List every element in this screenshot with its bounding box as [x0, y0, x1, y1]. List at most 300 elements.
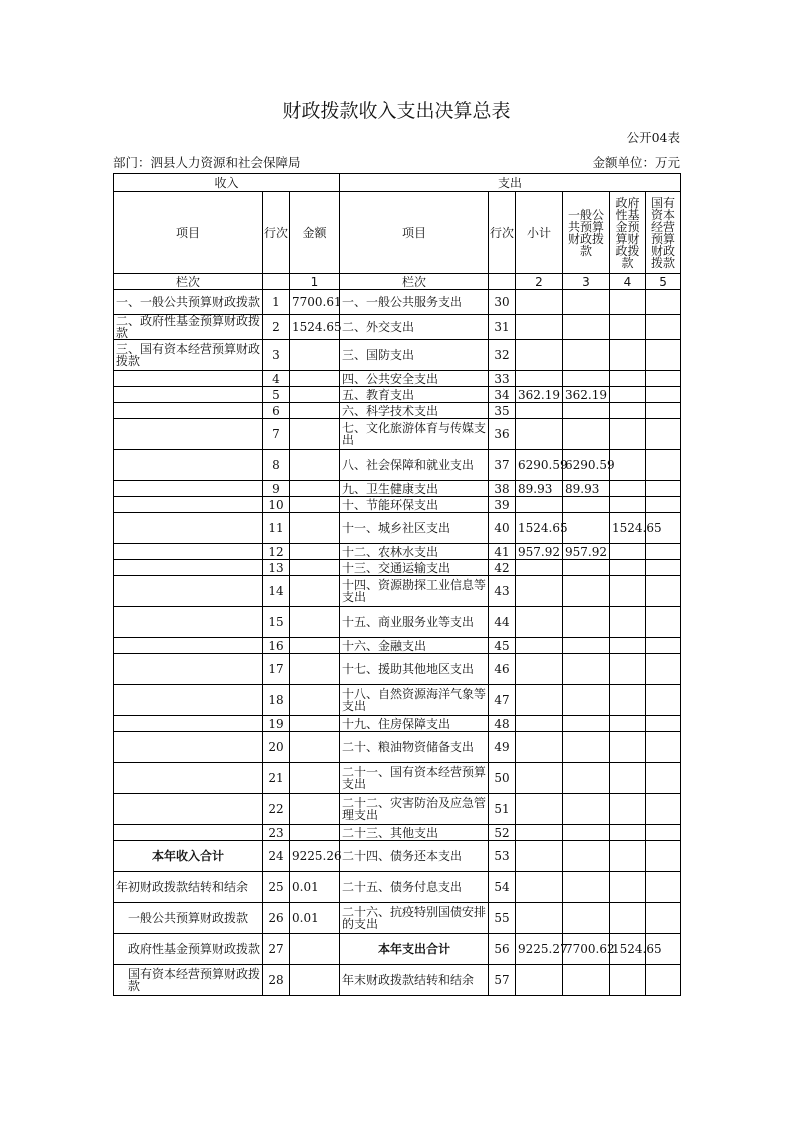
financial-table: [113, 173, 681, 996]
table-row: [114, 965, 681, 996]
general-budget-cell: 7700.62: [563, 934, 610, 965]
table-row: [114, 872, 681, 903]
income-amount-cell: [290, 481, 340, 497]
table-row: [114, 825, 681, 841]
state-capital-cell: [646, 290, 681, 315]
column-number-row: [114, 274, 681, 290]
income-item-cell: 本年收入合计: [114, 841, 263, 872]
expense-line-cell: 57: [489, 965, 516, 996]
general-budget-cell: [563, 841, 610, 872]
income-amount-cell: [290, 450, 340, 481]
income-amount-cell: [290, 654, 340, 685]
fund-budget-cell: [610, 544, 646, 560]
col-number-3: 3: [563, 274, 610, 290]
table-row: [114, 497, 681, 513]
income-line-cell: 3: [263, 340, 290, 371]
table-row: [114, 371, 681, 387]
income-line-cell: 28: [263, 965, 290, 996]
income-amount-cell: [290, 638, 340, 654]
general-budget-cell: [563, 825, 610, 841]
subtotal-cell: [516, 654, 563, 685]
fund-budget-cell: [610, 560, 646, 576]
expense-item-cell: 二十二、灾害防治及应急管理支出: [340, 794, 489, 825]
income-amount-cell: [290, 544, 340, 560]
income-line-cell: 10: [263, 497, 290, 513]
general-budget-header: 一般公共预算财政拨款: [563, 192, 610, 274]
general-budget-cell: [563, 794, 610, 825]
fund-budget-cell: [610, 716, 646, 732]
expense-line-cell: 35: [489, 403, 516, 419]
expense-line-cell: 47: [489, 685, 516, 716]
expense-item-cell: 十、节能环保支出: [340, 497, 489, 513]
income-amount-cell: [290, 340, 340, 371]
general-budget-cell: [563, 576, 610, 607]
table-row: [114, 654, 681, 685]
fund-budget-cell: [610, 419, 646, 450]
subtotal-cell: 362.19: [516, 387, 563, 403]
income-item-cell: [114, 497, 263, 513]
table-row: [114, 387, 681, 403]
header-row-sections: [114, 174, 681, 192]
income-line-cell: 20: [263, 732, 290, 763]
expense-item-cell: 七、文化旅游体育与传媒支出: [340, 419, 489, 450]
income-item-cell: [114, 544, 263, 560]
subtotal-cell: [516, 841, 563, 872]
income-item-cell: [114, 654, 263, 685]
table-row: [114, 513, 681, 544]
income-line-cell: 4: [263, 371, 290, 387]
expense-line-cell: 37: [489, 450, 516, 481]
income-line-cell: 19: [263, 716, 290, 732]
general-budget-cell: [563, 965, 610, 996]
income-line-cell: 9: [263, 481, 290, 497]
income-item-cell: [114, 513, 263, 544]
general-budget-cell: [563, 340, 610, 371]
expense-line-cell: 46: [489, 654, 516, 685]
income-amount-cell: [290, 403, 340, 419]
table-row: [114, 903, 681, 934]
state-capital-cell: [646, 340, 681, 371]
income-amount-cell: [290, 419, 340, 450]
state-capital-cell: [646, 607, 681, 638]
state-capital-cell: [646, 315, 681, 340]
expense-line-cell: 31: [489, 315, 516, 340]
income-amount-cell: [290, 387, 340, 403]
expense-item-cell: 十五、商业服务业等支出: [340, 607, 489, 638]
subtotal-cell: [516, 903, 563, 934]
income-item-cell: [114, 716, 263, 732]
income-item-cell: [114, 825, 263, 841]
income-line-cell: 2: [263, 315, 290, 340]
income-line-cell: 18: [263, 685, 290, 716]
income-amount-cell: [290, 576, 340, 607]
state-capital-cell: [646, 965, 681, 996]
fund-budget-cell: [610, 654, 646, 685]
expense-line-cell: 30: [489, 290, 516, 315]
fund-budget-cell: [610, 497, 646, 513]
subtotal-cell: [516, 825, 563, 841]
general-budget-cell: [563, 371, 610, 387]
expense-line-cell: 51: [489, 794, 516, 825]
income-item-cell: [114, 732, 263, 763]
expense-item-cell: 三、国防支出: [340, 340, 489, 371]
expense-line-cell: 40: [489, 513, 516, 544]
income-line-cell: 17: [263, 654, 290, 685]
fund-budget-cell: [610, 825, 646, 841]
fund-budget-cell: [610, 903, 646, 934]
state-capital-cell: [646, 732, 681, 763]
table-row: [114, 841, 681, 872]
fund-budget-cell: [610, 638, 646, 654]
state-capital-cell: [646, 872, 681, 903]
state-capital-cell: [646, 497, 681, 513]
income-line-cell: 27: [263, 934, 290, 965]
income-item-header: 项目: [114, 192, 263, 274]
state-capital-cell: [646, 903, 681, 934]
table-row: [114, 576, 681, 607]
expense-item-cell: 年末财政拨款结转和结余: [340, 965, 489, 996]
subtotal-cell: 9225.27: [516, 934, 563, 965]
expense-header: 支出: [340, 174, 681, 192]
subtotal-cell: [516, 872, 563, 903]
expense-line-cell: 39: [489, 497, 516, 513]
table-row: [114, 685, 681, 716]
income-amount-cell: 9225.26: [290, 841, 340, 872]
general-budget-cell: 957.92: [563, 544, 610, 560]
state-capital-cell: [646, 763, 681, 794]
income-item-cell: [114, 763, 263, 794]
amount-unit-label: 金额单位：万元: [592, 155, 680, 170]
state-capital-cell: [646, 560, 681, 576]
income-item-cell: [114, 576, 263, 607]
expense-item-cell: 十四、资源勘探工业信息等支出: [340, 576, 489, 607]
state-capital-cell: [646, 544, 681, 560]
expense-line-cell: 38: [489, 481, 516, 497]
expense-item-cell: 十二、农林水支出: [340, 544, 489, 560]
state-capital-cell: [646, 654, 681, 685]
expense-line-cell: 56: [489, 934, 516, 965]
income-line-cell: 6: [263, 403, 290, 419]
income-line-cell: 5: [263, 387, 290, 403]
fund-budget-cell: [610, 403, 646, 419]
expense-item-cell: 四、公共安全支出: [340, 371, 489, 387]
income-item-cell: [114, 387, 263, 403]
subtotal-cell: [516, 576, 563, 607]
expense-line-cell: 45: [489, 638, 516, 654]
general-budget-cell: [563, 872, 610, 903]
general-budget-cell: 6290.59: [563, 450, 610, 481]
header-row-columns: [114, 192, 681, 274]
fund-budget-cell: [610, 315, 646, 340]
expense-line-cell: 48: [489, 716, 516, 732]
table-row: [114, 638, 681, 654]
expense-item-cell: 六、科学技术支出: [340, 403, 489, 419]
expense-item-cell: 十七、援助其他地区支出: [340, 654, 489, 685]
income-amount-cell: 0.01: [290, 903, 340, 934]
table-row: [114, 544, 681, 560]
table-row: [114, 450, 681, 481]
expense-item-header: 项目: [340, 192, 489, 274]
income-amount-cell: [290, 965, 340, 996]
state-capital-cell: [646, 403, 681, 419]
income-item-cell: [114, 794, 263, 825]
income-item-cell: [114, 560, 263, 576]
expense-item-cell: 五、教育支出: [340, 387, 489, 403]
income-line-cell: 24: [263, 841, 290, 872]
expense-line-header: 行次: [489, 192, 516, 274]
subtotal-cell: [516, 340, 563, 371]
state-capital-cell: [646, 685, 681, 716]
table-row: [114, 340, 681, 371]
expense-line-cell: 41: [489, 544, 516, 560]
table-body: [114, 290, 681, 996]
subtotal-cell: 1524.65: [516, 513, 563, 544]
income-amount-cell: [290, 560, 340, 576]
state-capital-cell: [646, 638, 681, 654]
income-amount-cell: [290, 763, 340, 794]
expense-item-cell: 十三、交通运输支出: [340, 560, 489, 576]
expense-item-cell: 二十四、债务还本支出: [340, 841, 489, 872]
expense-line-cell: 50: [489, 763, 516, 794]
expense-line-cell: 55: [489, 903, 516, 934]
table-row: [114, 560, 681, 576]
subtotal-cell: [516, 315, 563, 340]
income-amount-cell: [290, 716, 340, 732]
subtotal-cell: [516, 716, 563, 732]
expense-line-cell: 44: [489, 607, 516, 638]
income-item-cell: [114, 685, 263, 716]
col-number-2: 2: [516, 274, 563, 290]
expense-item-cell: 十一、城乡社区支出: [340, 513, 489, 544]
subtotal-cell: [516, 965, 563, 996]
income-item-cell: [114, 638, 263, 654]
general-budget-cell: [563, 513, 610, 544]
expense-line-cell: 53: [489, 841, 516, 872]
income-item-cell: 政府性基金预算财政拨款: [114, 934, 263, 965]
general-budget-cell: [563, 903, 610, 934]
income-item-cell: [114, 607, 263, 638]
general-budget-cell: [563, 419, 610, 450]
table-row: [114, 934, 681, 965]
fund-budget-cell: [610, 371, 646, 387]
fund-budget-cell: [610, 290, 646, 315]
general-budget-cell: [563, 654, 610, 685]
table-row: [114, 315, 681, 340]
subtotal-cell: [516, 732, 563, 763]
general-budget-cell: [563, 560, 610, 576]
expense-line-cell: 33: [489, 371, 516, 387]
state-capital-cell: [646, 371, 681, 387]
col-number-1: 1: [290, 274, 340, 290]
general-budget-cell: [563, 290, 610, 315]
fund-budget-cell: [610, 450, 646, 481]
income-item-cell: [114, 481, 263, 497]
expense-item-cell: 一、一般公共服务支出: [340, 290, 489, 315]
income-amount-cell: [290, 825, 340, 841]
col-label-expense: 栏次: [340, 274, 489, 290]
subtotal-cell: [516, 607, 563, 638]
expense-line-cell: 42: [489, 560, 516, 576]
table-row: [114, 419, 681, 450]
expense-line-cell: 36: [489, 419, 516, 450]
table-row: [114, 794, 681, 825]
income-header: 收入: [114, 174, 340, 192]
general-budget-cell: [563, 607, 610, 638]
fund-budget-cell: [610, 607, 646, 638]
general-budget-cell: [563, 497, 610, 513]
general-budget-cell: [563, 732, 610, 763]
expense-item-cell: 八、社会保障和就业支出: [340, 450, 489, 481]
income-amount-cell: [290, 794, 340, 825]
subtotal-cell: [516, 371, 563, 387]
state-capital-cell: [646, 841, 681, 872]
general-budget-cell: [563, 638, 610, 654]
income-item-cell: 年初财政拨款结转和结余: [114, 872, 263, 903]
income-line-cell: 16: [263, 638, 290, 654]
income-item-cell: 一般公共预算财政拨款: [114, 903, 263, 934]
table-row: [114, 290, 681, 315]
subtotal-cell: [516, 638, 563, 654]
income-item-cell: [114, 450, 263, 481]
subtotal-cell: 89.93: [516, 481, 563, 497]
subtotal-cell: [516, 685, 563, 716]
state-capital-cell: [646, 481, 681, 497]
expense-item-cell: 二十三、其他支出: [340, 825, 489, 841]
state-capital-cell: [646, 419, 681, 450]
income-amount-cell: 7700.61: [290, 290, 340, 315]
expense-item-cell: 十八、自然资源海洋气象等支出: [340, 685, 489, 716]
col-number-5: 5: [646, 274, 681, 290]
subtotal-cell: [516, 560, 563, 576]
fund-budget-cell: [610, 732, 646, 763]
fund-budget-cell: [610, 965, 646, 996]
department-label: 部门：泗县人力资源和社会保障局: [113, 155, 301, 170]
income-line-cell: 26: [263, 903, 290, 934]
income-amount-header: 金额: [290, 192, 340, 274]
fund-budget-cell: 1524.65: [610, 513, 646, 544]
expense-item-cell: 二十一、国有资本经营预算支出: [340, 763, 489, 794]
general-budget-cell: [563, 315, 610, 340]
fund-budget-cell: [610, 387, 646, 403]
income-line-cell: 15: [263, 607, 290, 638]
table-row: [114, 607, 681, 638]
subtotal-cell: [516, 763, 563, 794]
income-amount-cell: 1524.65: [290, 315, 340, 340]
subtotal-cell: [516, 419, 563, 450]
fund-budget-cell: [610, 340, 646, 371]
general-budget-cell: [563, 763, 610, 794]
form-code: 公开04表: [626, 130, 680, 145]
income-line-cell: 23: [263, 825, 290, 841]
state-capital-cell: [646, 825, 681, 841]
general-budget-cell: 89.93: [563, 481, 610, 497]
expense-line-cell: 32: [489, 340, 516, 371]
expense-line-cell: 54: [489, 872, 516, 903]
fund-budget-cell: [610, 794, 646, 825]
expense-item-cell: 十九、住房保障支出: [340, 716, 489, 732]
state-capital-cell: [646, 794, 681, 825]
income-amount-cell: 0.01: [290, 872, 340, 903]
col-label-income: 栏次: [114, 274, 263, 290]
page-title: 财政拨款收入支出决算总表: [282, 100, 511, 122]
expense-item-cell: 十六、金融支出: [340, 638, 489, 654]
expense-line-cell: 34: [489, 387, 516, 403]
income-line-cell: 22: [263, 794, 290, 825]
state-capital-cell: [646, 450, 681, 481]
state-capital-cell: [646, 387, 681, 403]
table-row: [114, 732, 681, 763]
fund-budget-cell: [610, 685, 646, 716]
income-item-cell: 三、国有资本经营预算财政拨款: [114, 340, 263, 371]
income-item-cell: [114, 419, 263, 450]
general-budget-cell: 362.19: [563, 387, 610, 403]
expense-item-cell: 二、外交支出: [340, 315, 489, 340]
income-amount-cell: [290, 497, 340, 513]
subtotal-cell: 6290.59: [516, 450, 563, 481]
table-row: [114, 716, 681, 732]
subtotal-cell: [516, 497, 563, 513]
income-line-cell: 14: [263, 576, 290, 607]
expense-item-cell: 二十五、债务付息支出: [340, 872, 489, 903]
income-item-cell: [114, 403, 263, 419]
income-amount-cell: [290, 685, 340, 716]
income-amount-cell: [290, 934, 340, 965]
subtotal-cell: [516, 794, 563, 825]
col-number-4: 4: [610, 274, 646, 290]
expense-line-cell: 52: [489, 825, 516, 841]
income-line-cell: 25: [263, 872, 290, 903]
state-capital-header: 国有资本经营预算财政拨款: [646, 192, 681, 274]
table-row: [114, 481, 681, 497]
expense-line-cell: 49: [489, 732, 516, 763]
income-line-cell: 12: [263, 544, 290, 560]
subtotal-header: 小计: [516, 192, 563, 274]
income-item-cell: [114, 371, 263, 387]
subtotal-cell: [516, 403, 563, 419]
col-empty: [263, 274, 290, 290]
income-line-cell: 8: [263, 450, 290, 481]
income-line-cell: 7: [263, 419, 290, 450]
income-amount-cell: [290, 732, 340, 763]
income-line-cell: 11: [263, 513, 290, 544]
income-item-cell: 国有资本经营预算财政拨款: [114, 965, 263, 996]
expense-item-cell: 本年支出合计: [340, 934, 489, 965]
general-budget-cell: [563, 685, 610, 716]
income-line-cell: 1: [263, 290, 290, 315]
fund-budget-cell: 1524.65: [610, 934, 646, 965]
income-amount-cell: [290, 607, 340, 638]
fund-budget-cell: [610, 872, 646, 903]
table-row: [114, 763, 681, 794]
fund-budget-cell: [610, 481, 646, 497]
fund-budget-cell: [610, 763, 646, 794]
state-capital-cell: [646, 576, 681, 607]
fund-budget-cell: [610, 841, 646, 872]
general-budget-cell: [563, 716, 610, 732]
expense-item-cell: 二十、粮油物资储备支出: [340, 732, 489, 763]
subtotal-cell: [516, 290, 563, 315]
income-line-cell: 13: [263, 560, 290, 576]
expense-item-cell: 二十六、抗疫特别国债安排的支出: [340, 903, 489, 934]
table-row: [114, 403, 681, 419]
col-empty: [489, 274, 516, 290]
income-line-cell: 21: [263, 763, 290, 794]
fund-budget-cell: [610, 576, 646, 607]
income-item-cell: 二、政府性基金预算财政拨款: [114, 315, 263, 340]
income-line-header: 行次: [263, 192, 290, 274]
subtotal-cell: 957.92: [516, 544, 563, 560]
state-capital-cell: [646, 716, 681, 732]
